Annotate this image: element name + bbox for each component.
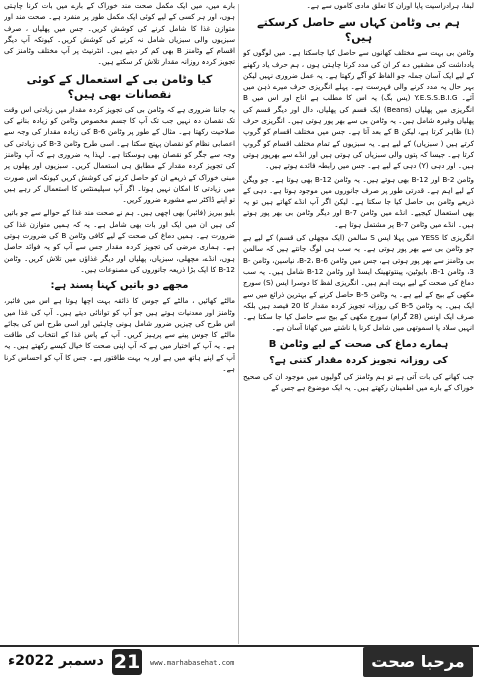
paragraph: وٹامن بی بہت سے مختلف کھانوں سے حاصل کیا جاسکتا ہے۔ میں لوگوں کو یادداشت کی مشقیں دے کر ان کی مدد کرنا چاہتی ہوں ، ہم حرف یاد رکھنے کے لیے ایک آسان جملہ جو الفاظ کو آگے رکھتا ہے۔ یہ عمل ضروری نہیں لیکن بہر حال یہ مدد کرنے والی فہرست ہے۔ پہلے انگریزی حرف میرے ذہن میں آئے۔ Y.E.S.S.B.I.G (یس بگ) یہ اس کا مطلب ہے اناج اور اس میں B انگریزی میں پھلیاں (Beans) ایک قسم کی پھلیاں، دال اور دیگر قسم کی پھلیاں وغیرہ شامل ہیں۔ یہ وٹامن بی سے بھر پور ہوتی ہیں۔ انگریزی حرف (L) ظاہر کرتا ہے، لیکن B کے بعد آتا ہے۔ جس میں مختلف اقسام کو گروپ کرتے ہیں ( سبزیاں) کے لیے ہے۔ یہ سبزیوں کے تمام مختلف اقسام کو گروپ کرتا ہے۔ جیسا کہ پتوں والی سبزیاں کی ہوتی ہیں اور انڈے سے بھرپور ہوتی ہیں۔ اور دہی (Y) دہی کے لیے ہے۔ جس میں رابطہ فائدے ہوتے ہیں۔ <box>243 48 474 171</box>
paragraph: مالٹے کھائیں ، مالٹے کے جوس کا ذائقہ بہت اچھا ہوتا ہے اس میں فائبر، وٹامنز اور معدنیات ہوتے ہیں جو آپ کو توانائی دیتے ہیں۔ آپ کی غذا میں اس طرح کی چیزیں ضرور شامل ہونی چاہئیں اور اسی طرح اس کی بجائے مالٹے کا جوس پینے سے پرہیز کریں۔ آپ کے پاس غذا کے انتخاب کی طاقت ہے۔ یہ آپ کے اختیار میں ہے کہ آپ اپنی صحت کا خیال کیسے رکھتے ہیں۔ یہ آپ کے اپنے ہاتھ میں ہے اور یہ بہت طاقتور ہے۔ جس کا آپ کو احساس کرنا ہے۔ <box>4 296 235 374</box>
paragraph: وٹامن B-2 اور B-12 بھی ہوتے ہیں۔ یہ وٹامن B-12 بھی ہوتا ہے۔ جو ویگن کے لیے اہم ہے۔ قدرتی طور پر صرف جانوروں میں موجود ہوتا ہے۔ دہی کے ذریعے وٹامن بی حاصل کیا جا سکتا ہے۔ لیکن اگر آپ انڈے کھاتے ہیں تو یہ بھی استعمال کیجیے۔ انڈے میں وٹامن B-7 اور دیگر وٹامن بی بھر پور ہوتے ہیں۔ انڈے میں وٹامن B-7 پر مشتمل ہوتا ہے۔ <box>243 174 474 229</box>
section-heading: مجھے دو باتیں کہنا پسند ہے: <box>50 280 189 292</box>
issue-date: دسمبر 2022ء <box>8 653 104 669</box>
paragraph: جب کھانے کی بات آتی ہے تو ہم وٹامنز کی گولیوں میں موجود ان کی صحیح خوراک کے بارے میں اطمینان رکھتے ہیں۔ یہ ایک موضوع ہے جس کے <box>243 371 474 393</box>
left-column <box>4 0 235 647</box>
paragraph: یہ جاننا ضروری ہے کہ وٹامن بی کی تجویز کردہ مقدار میں زیادتی اس وقت تک نقصان دہ نہیں جب تک آپ کا جسم مخصوص وٹامن کو زیادہ بنانے کی صلاحیت رکھتا ہے۔ مثال کے طور پر وٹامن B-6 کی زیادہ مقدار کی وجہ سے اعصابی نظام کو نقصان پہنچ سکتا ہے۔ اسی طرح وٹامن B-3 کی زیادتی کی وجہ سے جگر کو نقصان بھی ہوسکتا ہے۔ لہذا یہ ضروری ہے کہ آپ وٹامنز کی تجویز کردہ مقدار کے مطابق ہی استعمال کریں۔ سبزیوں اور پھلوں پر مبنی خوراک کے ذریعے ان کو حاصل کرنے کی کوشش کریں کیونکہ اس صورت میں زیادتی کا امکان نہیں ہوتا۔ اگر آپ سپلیمنٹس کا استعمال کر رہے ہیں تو اپنے ڈاکٹر سے مشورہ ضرور کریں۔ <box>4 104 235 205</box>
section-subheading: کی روزانہ تجویز کردہ مقدار کتنی ہے؟ <box>269 354 448 366</box>
section-heading: ہم بی وٹامن کہاں سے حاصل کرسکتے ہیں؟ <box>257 16 460 45</box>
page-footer <box>0 645 479 679</box>
column-divider <box>238 4 239 644</box>
right-column <box>243 0 474 647</box>
section-heading: ہمارے دماغ کی صحت کے لیے وٹامن B <box>268 338 449 350</box>
paragraph: بلیو بیریز (فائبر) بھی اچھی ہیں۔ ہم نے صحت مند غذا کے حوالے سے جو باتیں کی ہیں ان میں ایک اور بات بھی شامل ہے۔ یہ کہ ہمیں متوازن غذا کی ضرورت ہے۔ ہمیں دماغ کی صحت کے لیے کافی وٹامن B کی ضرورت ہوتی ہے۔ ہماری مرضی کی تجویز کردہ مقدار جس سے آپ کو یہ فوائد حاصل ہوں، انڈے، مچھلی، سبزیاں، پھلیاں اور دیگر غذاؤں میں تلاش کریں۔ وٹامن B-12 کا ایک بڑا ذریعہ جانوروں کی مصنوعات ہیں۔ <box>4 208 235 274</box>
page-number: 21 <box>113 651 141 673</box>
section-heading: کیا وٹامن بی کے استعمال کے کوئی نقصانات بھی ہیں؟ <box>26 72 213 101</box>
paragraph: انگریزی کا YESS میں پہلا ایس S سالمن (ایک مچھلی کی قسم) کے لیے ہے جو وٹامن بی سے بھر پور ہوتی ہے۔ یہ سب ہی لوگ جانتے ہیں کہ سالمن بی وٹامنز سے بھر پور ہوتی ہے، جس میں وٹامن B-2، B-6، نیاسین، وٹامن B-3، وٹامن B-1، بایوٹین، پینتوتھینک ایسڈ اور وٹامن B-12 شامل ہیں۔ یہ سب دماغ کی صحت کے لیے بہت اہم ہیں۔ انگریزی لفظ کا دوسرا ایس (S) سورج مکھی کے بیج کے لیے ہے۔ یہ وٹامن B-5 حاصل کرنے کے بہترین ذرائع میں سے ایک ہیں۔ یہ وٹامن B-5 کی روزانہ تجویز کردہ مقدار کا 20 فیصد ہیں بلکہ صرف ایک اونس (28 گرام) سورج مکھی کے بیج سے حاصل کیا جا سکتا ہے۔ انہیں سلاد یا اسموتھی میں شامل کرنا یا ناشتے میں کھانا آسان ہے۔ <box>243 233 474 333</box>
paragraph: لبفا، ہرادراسیت پایا اوران کا تعلق مادی کاموں سے ہے۔ <box>306 1 474 10</box>
magazine-logo: مرحبا صحت <box>363 647 473 677</box>
website-link[interactable]: www.marhabasehat.com <box>150 659 235 667</box>
paragraph: بارے میں، میں ایک مکمل صحت مند خوراک کے بارے میں بات کرنا چاہتی ہوں، اور ہر کسی کے لیے کوئی ایک مکمل طور پر منفرد ہے۔ صحت مند اور متوازن غذا کا شامل کرنے کی کوشش کریں۔ جس میں پھلیاں ، صرف سبزیوں والی سبزیاں شامل نہ کرنے کی کوشش کریں۔ کیونکہ آپ دیگر اقسام کے وٹامنز B بھی کم کر دیتے ہیں۔ انٹرنیٹ پر آپ مختلف وٹامنز کی تجویز کردہ روزانہ مقدار تلاش کر سکتے ہیں۔ <box>4 1 235 67</box>
